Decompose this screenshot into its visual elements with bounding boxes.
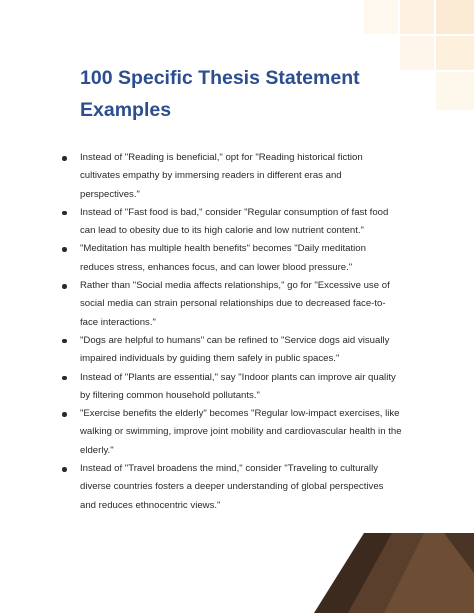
list-item (62, 240, 402, 277)
title-line-2: Examples (80, 99, 172, 121)
list-item (62, 204, 402, 241)
list-item-text: Instead of "Fast food is bad," consider "Regular consumption of fast food can lead to obesity due to its high calorie and low nutrient content." (80, 206, 389, 237)
list-item (62, 460, 402, 515)
bullet-icon (62, 467, 67, 472)
list-item-text: "Meditation has multiple health benefits" becomes "Daily meditation reduces stress, enhances focus, and can lower blood pressure." (80, 243, 366, 273)
thesis-examples-list (62, 149, 402, 515)
list-item (62, 277, 402, 332)
bullet-icon (62, 247, 67, 252)
list-item (62, 405, 402, 460)
list-item-text: Instead of "Reading is beneficial," opt for "Reading historical fiction cultivates empathy by immersing readers in different eras and perspectives." (80, 152, 363, 200)
bullet-icon (62, 412, 67, 417)
bullet-icon (62, 339, 67, 344)
bullet-icon (62, 156, 67, 161)
bullet-icon (62, 376, 67, 381)
list-item (62, 369, 402, 406)
bullet-icon (62, 211, 67, 216)
list-item-text: "Dogs are helpful to humans" can be refined to "Service dogs aid visually impaired individuals by guiding them safely in public spaces." (80, 334, 390, 365)
list-item-text: Rather than "Social media affects relationships," go for "Excessive use of social media can strain personal relationships due to decreased face-to-face interactions." (80, 280, 390, 328)
list-item-text: Instead of "Travel broadens the mind," consider "Traveling to culturally diverse countries fosters a deeper understanding of global perspectives and reduces ethnocentric views." (80, 463, 384, 511)
list-item (62, 332, 402, 369)
bullet-icon (62, 284, 67, 289)
list-item-text: Instead of "Plants are essential," say "Indoor plants can improve air quality by filtering common household pollutants." (80, 371, 396, 401)
list-item (62, 149, 402, 204)
corner-decoration-bottom (314, 533, 474, 613)
list-item-text: "Exercise benefits the elderly" becomes "Regular low-impact exercises, like walking or swimming, improve joint mobility and cardiovascular health in the elderly." (80, 408, 402, 456)
corner-decoration-top (364, 0, 474, 110)
title-line-1: 100 Specific Thesis Statement (80, 67, 360, 89)
page-title (80, 62, 380, 126)
